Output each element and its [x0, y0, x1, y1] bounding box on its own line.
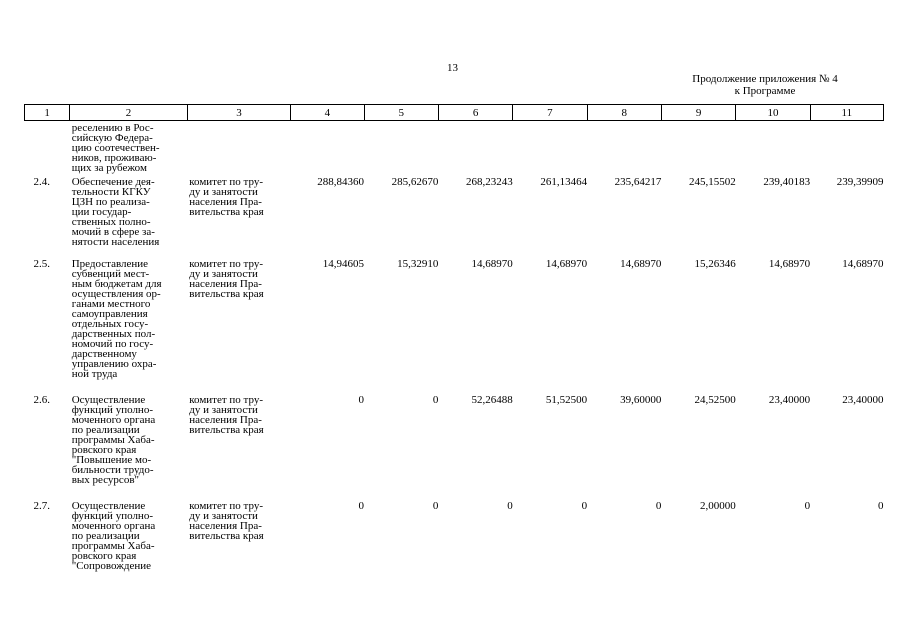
row-value: 0 — [804, 500, 811, 512]
row-value: 288,84360 — [317, 176, 365, 188]
row-value: 239,40183 — [763, 176, 811, 188]
row-executor: комитет по тру- ду и занятости населения Пра- вительства края — [189, 394, 264, 436]
column-header: 8 — [587, 105, 661, 121]
row-value: 24,52500 — [694, 394, 736, 406]
row-value: 0 — [358, 500, 365, 512]
column-header: 7 — [513, 105, 587, 121]
column-header: 9 — [661, 105, 735, 121]
row-index: 2.7. — [33, 500, 50, 512]
row-description: Осуществление функций уполно- моченного органа по реализации программы Хаба- ровского края "Повышение мо- бильности трудо- вых ресурсов" — [71, 394, 156, 486]
row-value: 245,15502 — [689, 176, 736, 188]
table-row — [25, 257, 884, 393]
row-value: 14,94605 — [322, 258, 365, 270]
row-value: 235,64217 — [614, 176, 662, 188]
program-table — [24, 104, 884, 571]
appendix-title-line2: к Программе — [734, 85, 796, 97]
page-number: 13 — [447, 62, 458, 74]
row-value: 14,68970 — [842, 258, 884, 270]
row-value: 15,32910 — [397, 258, 439, 270]
row-value: 285,62670 — [391, 176, 439, 188]
row-description: Обеспечение дея- тельности КГКУ ЦЗН по реализа- ции государ- ственных полно- мочий в сфере за- нятости населения — [71, 176, 160, 248]
column-header: 3 — [187, 105, 290, 121]
header-row — [25, 105, 884, 121]
row-description: Осуществление функций уполно- моченного органа по реализации программы Хаба- ровского края "Сопровождение — [71, 500, 156, 572]
row-value: 51,52500 — [545, 394, 588, 406]
row-value: 2,00000 — [700, 500, 736, 512]
column-header: 10 — [736, 105, 810, 121]
row-value: 0 — [432, 500, 439, 512]
row-value: 14,68970 — [620, 258, 662, 270]
table-row — [25, 175, 884, 257]
row-value: 52,26488 — [471, 394, 513, 406]
column-header: 11 — [810, 105, 883, 121]
row-value: 23,40000 — [842, 394, 884, 406]
table-row-continuation — [25, 121, 884, 176]
row-value: 15,26346 — [694, 258, 736, 270]
appendix-title-line1: Продолжение приложения № 4 — [692, 73, 838, 85]
row-value: 0 — [878, 500, 884, 512]
row-executor: комитет по тру- ду и занятости населения Пра- вительства края — [189, 258, 264, 300]
row-value: 0 — [507, 500, 513, 512]
row-index: 2.6. — [33, 394, 50, 406]
column-header: 6 — [438, 105, 512, 121]
column-header: 5 — [364, 105, 438, 121]
row-value: 39,60000 — [620, 394, 662, 406]
row-executor: комитет по тру- ду и занятости населения Пра- вительства края — [189, 500, 264, 542]
row-index: 2.4. — [33, 176, 50, 188]
row-value: 261,13464 — [540, 176, 588, 188]
column-header: 2 — [70, 105, 188, 121]
row-executor: комитет по тру- ду и занятости населения Пра- вительства края — [189, 176, 264, 218]
row-value: 0 — [581, 500, 588, 512]
row-description: реселению в Рос- сийскую Федера- цию соотечествен- ников, проживаю- щих за рубежом — [71, 122, 160, 174]
row-value: 0 — [432, 394, 439, 406]
row-value: 0 — [655, 500, 662, 512]
table-row — [25, 499, 884, 571]
column-header: 4 — [291, 105, 364, 121]
row-value: 23,40000 — [768, 394, 811, 406]
appendix-title — [640, 73, 890, 97]
row-value: 14,68970 — [471, 258, 513, 270]
row-value: 239,39909 — [836, 176, 884, 188]
row-description: Предоставление субвенций мест- ным бюджетам для осуществления ор- ганами местного самоуправления отдельных госу- дарственных пол- номочий по госу- дарственному управлению охра- ной труда — [71, 258, 162, 380]
row-value: 268,23243 — [465, 176, 513, 188]
row-index: 2.5. — [33, 258, 50, 270]
row-value: 14,68970 — [768, 258, 811, 270]
column-header: 1 — [25, 105, 70, 121]
row-value: 0 — [358, 394, 365, 406]
row-value: 14,68970 — [545, 258, 588, 270]
table-row — [25, 393, 884, 499]
